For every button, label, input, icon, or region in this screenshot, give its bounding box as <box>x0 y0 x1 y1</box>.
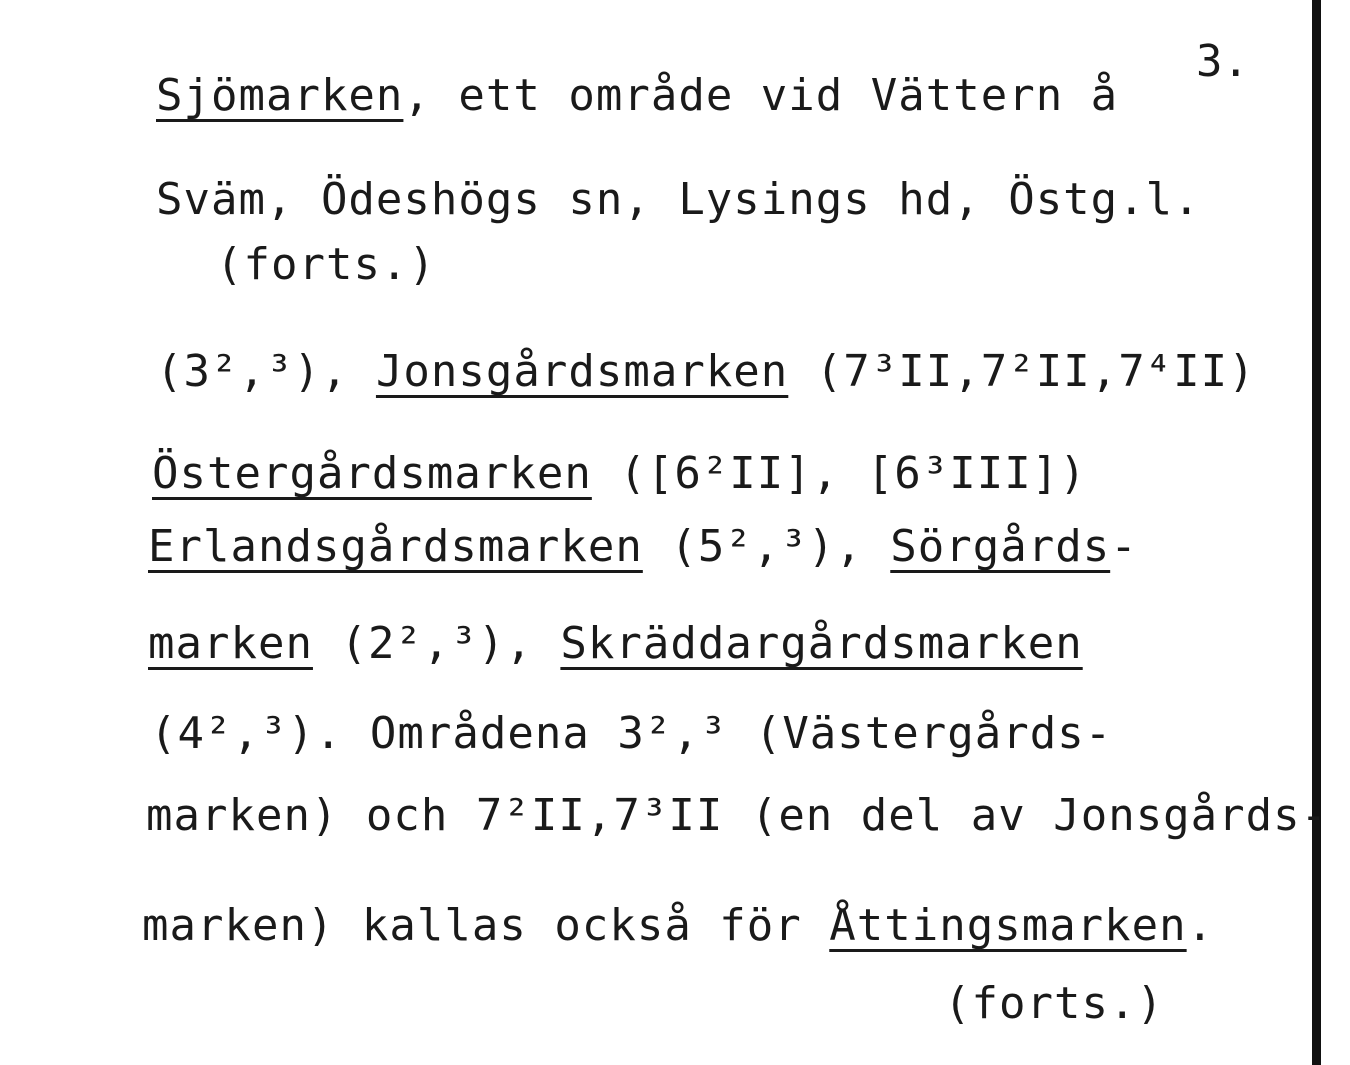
description-1: , ett område vid Vättern å <box>403 70 1119 121</box>
entry-line-7: marken (2²,³), Skräddargårdsmarken <box>148 618 1083 669</box>
entry-line-10 <box>142 900 1215 951</box>
place-name: Sjömarken <box>156 70 404 121</box>
continued-marker-2: (forts.) <box>944 978 1164 1029</box>
page-number: 3. <box>1196 36 1249 87</box>
entry-refs-skraddargardsmarken: (4²,³) <box>150 708 315 759</box>
entry-name-sorgardsmarken-part1: Sörgårds <box>890 521 1111 572</box>
entry-name-skraddargardsmarken: Skräddargårdsmarken <box>560 618 1083 669</box>
entry-line-9 <box>146 790 1329 841</box>
note-text-3: marken) och <box>146 790 449 841</box>
note-text-4: (en del av Jonsgårds- <box>750 790 1329 841</box>
entry-line-8 <box>150 708 1113 759</box>
entry-line-5 <box>152 448 1087 499</box>
entry-name-sorgardsmarken-part2: marken <box>148 618 313 669</box>
entry-refs-ostergardsmarken: ([6²II], [6³III]) <box>619 448 1087 499</box>
card-edge-rule <box>1312 0 1321 1065</box>
note-ref-1: 3²,³ <box>617 708 728 759</box>
note-text-1: . Områdena <box>314 708 590 759</box>
note-text-5: marken) kallas också för <box>142 900 802 951</box>
entry-line-4 <box>156 346 1256 397</box>
lead-ref: (3²,³), <box>156 346 349 397</box>
entry-refs-jonsgardsmarken: (7³II,7²II,7⁴II) <box>815 346 1256 397</box>
entry-refs-sorgardsmarken: (2²,³) <box>340 618 506 669</box>
continued-marker-1: (forts.) <box>216 239 436 290</box>
entry-name-jonsgardsmarken: Jonsgårdsmarken <box>375 346 789 397</box>
note-text-2: (Västergårds- <box>754 708 1113 759</box>
entry-name-ostergardsmarken: Östergårdsmarken <box>152 448 592 499</box>
entry-refs-erlandsgardsmarken: (5²,³) <box>670 521 836 572</box>
description-2: Sväm, Ödeshögs sn, Lysings hd, Östg.l. <box>156 174 1201 225</box>
note-ref-2: 7²II,7³II <box>475 790 724 841</box>
alias-attingsmarken: Åttingsmarken <box>829 900 1187 951</box>
heading-line-1 <box>156 70 1119 121</box>
note-end: . <box>1186 900 1215 951</box>
entry-name-erlandsgardsmarken: Erlandsgårdsmarken <box>148 521 643 572</box>
entry-line-6: Erlandsgårdsmarken (5²,³), Sörgårds- <box>148 521 1138 572</box>
